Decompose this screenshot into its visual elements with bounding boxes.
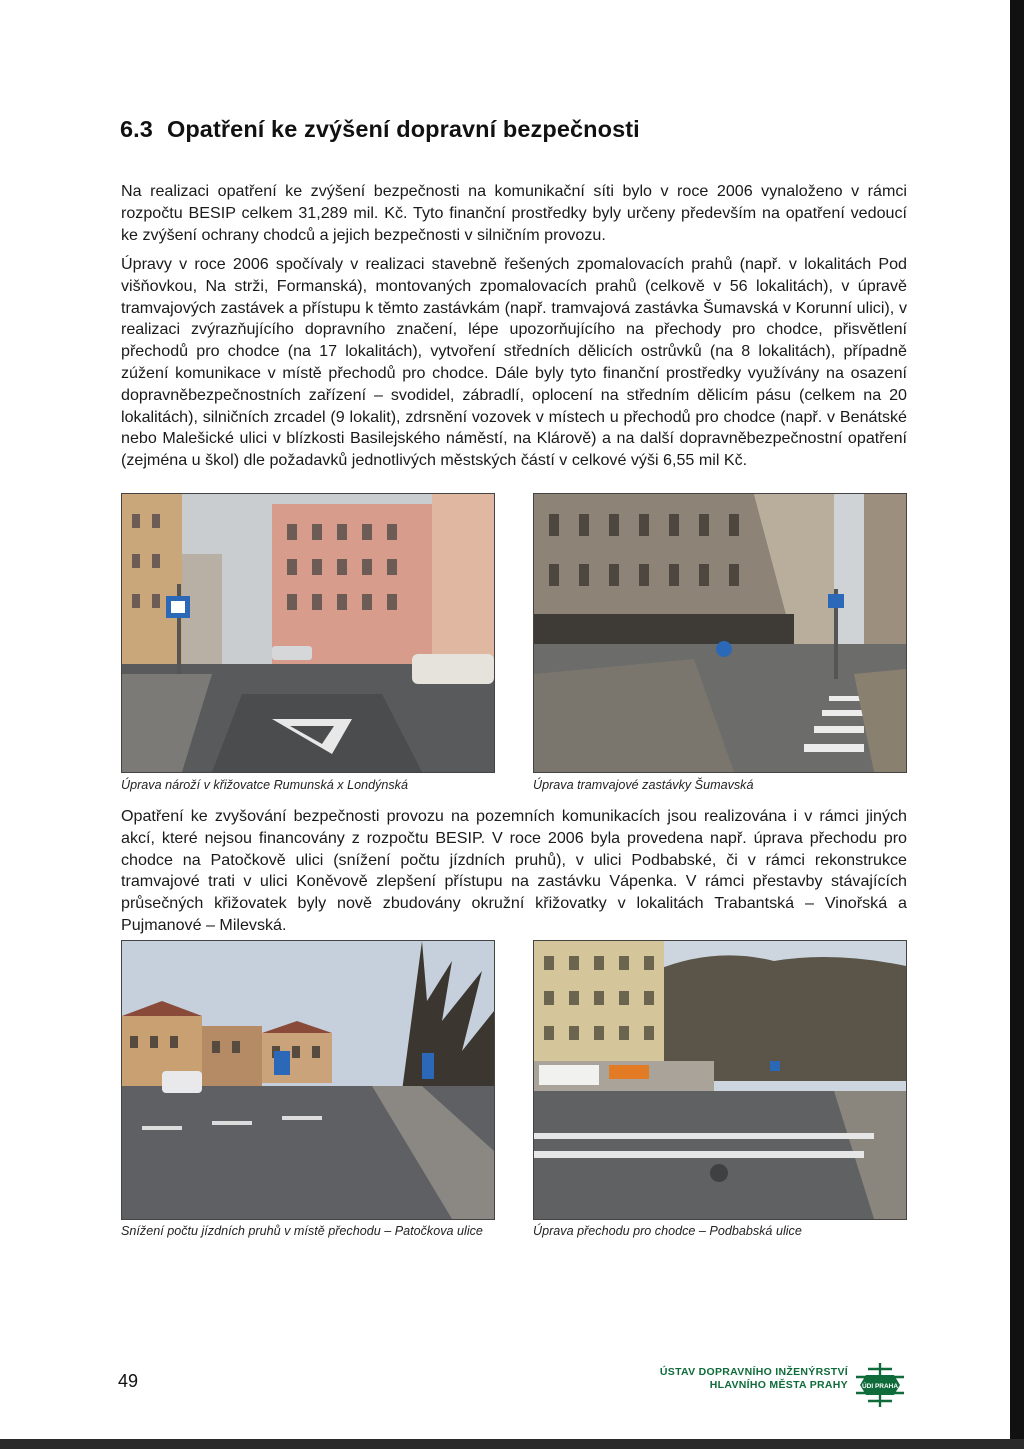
photo-rumunska-corner	[121, 493, 495, 773]
caption-photo-4: Úprava přechodu pro chodce – Podbabská ulice	[533, 1224, 802, 1238]
caption-photo-3: Snížení počtu jízdních pruhů v místě přechodu – Patočkova ulice	[121, 1224, 483, 1238]
section-number: 6.3	[120, 116, 153, 142]
photo-sumavska-tram-stop	[533, 493, 907, 773]
photo-podbabska-street	[533, 940, 907, 1220]
footer-institution-name	[660, 1366, 848, 1392]
section-title: Opatření ke zvýšení dopravní bezpečnosti	[166, 116, 640, 142]
caption-photo-2: Úprava tramvajové zastávky Šumavská	[533, 778, 754, 792]
paragraph-other-projects: Opatření ke zvyšování bezpečnosti provozu na pozemních komunikacích jsou realizována i v rámci jiných akcí, které nejsou financovány z rozpočtu BESIP. V roce 2006 byla provedena např. úprava přechodu pro chodce na Patočkově ulici (snížení počtu jízdních pruhů), v ulici Podbabské, či v rámci rekonstrukce tramvajové trati v ulici Koněvově zlepšení přístupu na zastávku Vápenka. V rámci přestavby stávajících průsečných křižovatek byly nově zbudovány okružní křižovatky v lokalitách Trabantská – Vinořská a Pujmanové – Milevská.	[121, 807, 907, 934]
scan-edge-right	[1010, 0, 1024, 1449]
footer-line-2: HLAVNÍHO MĚSTA PRAHY	[709, 1379, 848, 1391]
footer-mark-text: ÚDI PRAHA	[861, 1383, 899, 1390]
udi-logo-icon	[854, 1363, 906, 1407]
paragraph-funding: Na realizaci opatření ke zvýšení bezpečnosti na komunikační síti bylo v roce 2006 vynaloženo v rámci rozpočtu BESIP celkem 31,289 mil. Kč. Tyto finanční prostředky byly určeny především na opatření vedoucí ke zvýšení ochrany chodců a jejich bezpečnosti v silničním provozu.	[121, 182, 907, 244]
footer-logo	[656, 1363, 906, 1407]
caption-photo-1: Úprava nároží v křižovatce Rumunská x Londýnská	[121, 778, 408, 792]
section-heading	[120, 116, 920, 143]
photo-patockova-street	[121, 940, 495, 1220]
scan-edge-bottom	[0, 1439, 1024, 1449]
footer-line-1: ÚSTAV DOPRAVNÍHO INŽENÝRSTVÍ	[659, 1366, 848, 1378]
page-number: 49	[118, 1371, 139, 1391]
paragraph-measures: Úpravy v roce 2006 spočívaly v realizaci stavebně řešených zpomalovacích prahů (např. v lokalitách Pod višňovkou, Na strži, Formanská), montovaných zpomalovacích prahů (celkově v 56 lokalitách), v úpravě tramvajových zastávek a přístupu k těmto zastávkám (např. tramvajová zastávka Šumavská v Korunní ulici), v realizaci zvýrazňujícího dopravního značení, lépe upozorňujícího na přechody pro chodce, přisvětlení přechodů pro chodce (na 17 lokalitách), vytvoření středních dělicích ostrůvků (na 8 lokalitách), případně zúžení komunikace v místě přechodů pro chodce. Dále byly tyto finanční prostředky využívány na osazení dopravněbezpečnostních zařízení – svodidel, zábradlí, oplocení na středním dělicím pásu (celkem na 20 lokalitách), silničních zrcadel (9 lokalit), zdrsnění vozovek v místech u přechodů pro chodce (např. v Benátské nebo Malešické ulici v blízkosti Basilejského náměstí, na Klárově) a na další dopravněbezpečnostní opatření (zejména u škol) dle požadavků jednotlivých městských částí v celkové výši 6,55 mil Kč.	[121, 255, 907, 470]
